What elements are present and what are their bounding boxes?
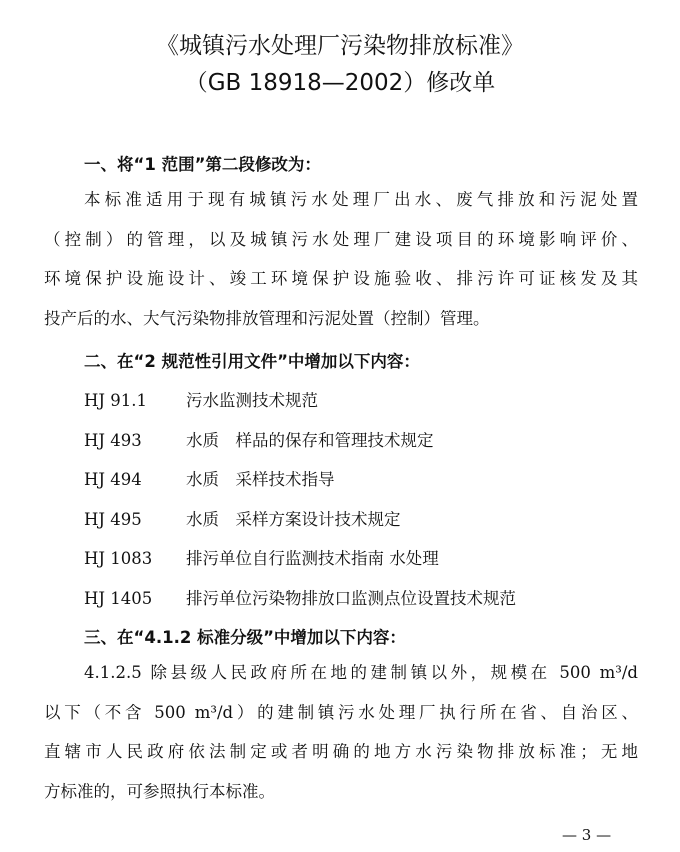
reference-name: 水质 样品的保存和管理技术规定 xyxy=(186,431,434,450)
paragraph-line: 以下（不含 500 m³/d）的建制镇污水处理厂执行所在省、自治区、 xyxy=(44,702,638,722)
page-number: — 3 — xyxy=(562,826,612,844)
reference-item xyxy=(84,387,318,411)
section-2-heading: 二、在“2 规范性引用文件”中增加以下内容： xyxy=(84,352,420,371)
paragraph-line: 直辖市人民政府依法制定或者明确的地方水污染物排放标准；无地 xyxy=(44,742,638,761)
reference-name: 排污单位自行监测技术指南 水处理 xyxy=(186,549,439,568)
reference-code: HJ 91.1 xyxy=(84,391,147,410)
reference-item xyxy=(84,427,434,451)
reference-code: HJ 1083 xyxy=(84,549,153,568)
reference-item xyxy=(84,466,335,490)
reference-name: 排污单位污染物排放口监测点位设置技术规范 xyxy=(186,589,516,608)
section-1-heading: 一、将“1 范围”第二段修改为： xyxy=(84,155,321,174)
reference-item xyxy=(84,506,401,530)
section-3-heading: 三、在“4.1.2 标准分级”中增加以下内容： xyxy=(84,628,406,647)
reference-item xyxy=(84,545,439,569)
reference-code: HJ 495 xyxy=(84,510,142,529)
paragraph-line: （控制）的管理，以及城镇污水处理厂建设项目的环境影响评价、 xyxy=(44,229,638,249)
reference-name: 污水监测技术规范 xyxy=(186,391,318,410)
reference-name: 水质 采样方案设计技术规定 xyxy=(186,510,401,529)
reference-code: HJ 494 xyxy=(84,470,142,489)
reference-name: 水质 采样技术指导 xyxy=(186,470,335,489)
document-title: 《城镇污水处理厂污染物排放标准》 xyxy=(156,33,524,59)
paragraph-line: 本标准适用于现有城镇污水处理厂出水、废气排放和污泥处置 xyxy=(84,190,638,209)
section-1-paragraph xyxy=(44,180,638,338)
section-3-paragraph xyxy=(44,653,638,811)
paragraph-line: 方标准的，可参照执行本标准。 xyxy=(44,781,275,801)
reference-code: HJ 1405 xyxy=(84,589,153,608)
paragraph-line: 环境保护设施设计、竣工环境保护设施验收、排污许可证核发及其 xyxy=(44,269,638,288)
document-subtitle: （GB 18918—2002）修改单 xyxy=(184,70,496,96)
paragraph-line: 投产后的水、大气污染物排放管理和污泥处置（控制）管理。 xyxy=(44,308,490,328)
reference-item xyxy=(84,585,516,609)
paragraph-line: 4.1.2.5 除县级人民政府所在地的建制镇以外，规模在 500 m³/d xyxy=(84,663,638,682)
reference-code: HJ 493 xyxy=(84,431,142,450)
